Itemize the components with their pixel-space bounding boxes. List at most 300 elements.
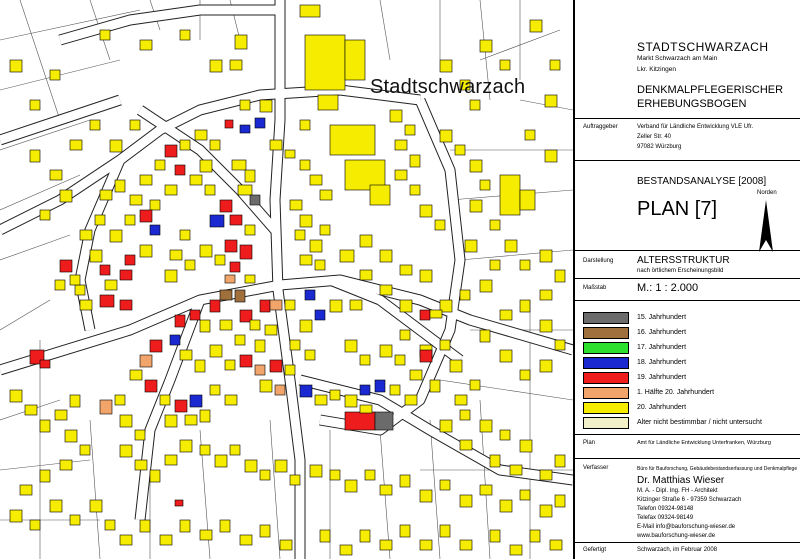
building	[525, 130, 535, 140]
building	[320, 530, 330, 542]
divider	[575, 458, 800, 459]
legend-label: 17. Jahrhundert	[637, 344, 687, 351]
building	[265, 325, 277, 335]
building	[390, 385, 400, 395]
building	[120, 445, 132, 457]
divider	[575, 542, 800, 543]
building	[330, 300, 342, 312]
north-label: Norden	[757, 190, 777, 196]
verfasser-line: www.bauforschung-wieser.de	[637, 533, 716, 539]
parcel-line	[270, 420, 280, 559]
building	[230, 215, 242, 225]
building	[200, 245, 212, 257]
north-arrow-icon	[758, 200, 774, 256]
building	[60, 460, 72, 470]
building	[455, 395, 467, 405]
building	[215, 455, 227, 467]
building	[40, 470, 50, 482]
building	[195, 360, 205, 372]
building	[345, 395, 357, 407]
building	[510, 545, 522, 555]
building	[300, 5, 320, 17]
building	[200, 530, 212, 540]
legend-label: 16. Jahrhundert	[637, 329, 687, 336]
building	[230, 262, 240, 272]
building	[180, 140, 190, 150]
building	[190, 310, 200, 320]
building	[10, 390, 22, 402]
building	[530, 20, 542, 32]
building	[300, 255, 312, 265]
building	[520, 190, 535, 210]
parcel-line	[0, 235, 70, 260]
building	[440, 525, 450, 537]
building	[380, 345, 392, 357]
building	[235, 290, 245, 302]
building	[260, 525, 270, 537]
building	[90, 120, 100, 130]
massstab-label: Maßstab	[583, 285, 607, 291]
building	[410, 185, 420, 195]
building	[120, 415, 132, 427]
building	[250, 195, 260, 205]
building	[350, 300, 362, 310]
building	[555, 455, 565, 467]
building	[395, 170, 407, 180]
building	[340, 545, 352, 555]
building	[470, 100, 480, 110]
building	[330, 390, 340, 400]
building	[120, 300, 132, 310]
building	[280, 540, 292, 550]
building	[90, 250, 102, 262]
building	[210, 300, 220, 312]
building	[300, 215, 312, 227]
building	[245, 170, 255, 182]
building	[320, 190, 332, 200]
gefertigt-value: Schwarzach, im Februar 2008	[637, 547, 718, 553]
building	[460, 540, 472, 550]
building	[175, 315, 185, 327]
legend-label: 1. Hälfte 20. Jahrhundert	[637, 389, 715, 396]
building	[240, 245, 252, 259]
gefertigt-label: Gefertigt	[583, 547, 607, 553]
building	[540, 470, 552, 480]
parcel-line	[90, 420, 100, 559]
building	[470, 200, 482, 212]
building	[470, 160, 482, 172]
building	[165, 145, 177, 157]
building	[55, 280, 65, 290]
building	[240, 355, 252, 367]
building	[555, 495, 565, 507]
divider	[575, 118, 800, 119]
building	[80, 445, 90, 455]
building	[540, 320, 552, 332]
building	[310, 240, 322, 252]
legend-swatch	[583, 387, 629, 399]
building	[150, 340, 162, 352]
building	[115, 180, 125, 192]
building	[310, 465, 322, 477]
building	[135, 430, 145, 440]
scale-value: M.: 1 : 2.000	[637, 282, 699, 294]
building	[540, 360, 552, 372]
building	[120, 535, 132, 545]
building	[100, 295, 114, 307]
building	[140, 175, 152, 185]
building	[215, 255, 225, 265]
building	[275, 460, 287, 472]
building	[225, 120, 233, 128]
building	[100, 190, 112, 200]
verfasser-line: E-Mail info@bauforschung-wieser.de	[637, 524, 736, 530]
building	[230, 445, 240, 455]
building	[545, 95, 557, 107]
building	[255, 365, 265, 375]
building	[465, 240, 477, 252]
darstellung-subtitle: nach örtlichem Erscheinungsbild	[637, 268, 724, 274]
building	[460, 440, 472, 450]
building	[520, 490, 530, 500]
building	[420, 350, 432, 362]
legend-swatch	[583, 312, 629, 324]
legend-swatch	[583, 402, 629, 414]
building	[285, 300, 295, 310]
building	[520, 370, 530, 380]
building	[345, 40, 365, 80]
building	[145, 380, 157, 392]
building	[400, 265, 412, 275]
building	[240, 125, 250, 133]
building	[210, 60, 222, 72]
building	[210, 215, 224, 227]
building	[270, 140, 282, 150]
building	[100, 400, 112, 414]
building	[305, 35, 345, 90]
building	[250, 320, 260, 330]
verfasser-line: Kitzinger Straße 6 - 97359 Schwarzach	[637, 497, 742, 503]
building	[175, 400, 187, 412]
building	[320, 225, 330, 235]
building	[140, 40, 152, 50]
building	[225, 240, 237, 252]
building	[375, 412, 393, 430]
building	[185, 415, 197, 425]
building	[500, 350, 512, 362]
building	[90, 500, 102, 512]
building	[460, 495, 472, 507]
building	[318, 95, 338, 110]
building	[260, 380, 272, 392]
building	[550, 60, 560, 70]
building	[180, 30, 190, 40]
building	[210, 140, 220, 150]
building	[210, 345, 222, 357]
panel-subtitle-2: Lkr. Kitzingen	[637, 66, 677, 73]
building	[300, 120, 310, 130]
building	[315, 395, 327, 405]
building	[175, 165, 185, 175]
building	[205, 185, 215, 195]
building	[520, 300, 530, 312]
divider	[575, 300, 800, 301]
building	[180, 230, 190, 240]
building	[520, 260, 530, 270]
building	[225, 395, 237, 405]
auftraggeber-line-2: Zeller Str. 40	[637, 134, 672, 140]
road	[0, 100, 120, 140]
building	[420, 490, 432, 502]
building	[180, 440, 192, 452]
building	[125, 215, 135, 225]
building	[80, 230, 92, 240]
building	[400, 525, 410, 537]
building	[125, 255, 135, 265]
building	[480, 420, 492, 432]
plan-source-label: Plan	[583, 440, 596, 446]
building	[530, 530, 540, 542]
divider	[575, 160, 800, 161]
building	[225, 360, 235, 370]
building	[110, 230, 122, 242]
building	[330, 125, 375, 155]
parcel-line	[380, 0, 390, 60]
building	[50, 170, 62, 180]
building	[455, 145, 465, 155]
building	[360, 235, 372, 247]
building	[290, 475, 300, 485]
building	[420, 270, 432, 282]
building	[545, 150, 557, 162]
building	[555, 340, 565, 350]
plan-source: Amt für Ländliche Entwicklung Unterfranken, Würzburg	[637, 440, 771, 446]
building	[480, 330, 490, 342]
building	[140, 245, 152, 257]
panel-title: STADTSCHWARZACH	[637, 40, 769, 54]
divider	[575, 250, 800, 251]
building	[245, 275, 255, 283]
building	[490, 455, 500, 467]
building	[165, 270, 177, 282]
building	[540, 250, 552, 262]
building	[420, 540, 432, 550]
building	[450, 360, 462, 372]
building	[240, 535, 252, 545]
building	[370, 185, 390, 205]
building	[155, 160, 165, 170]
building	[210, 385, 220, 395]
building	[180, 350, 192, 360]
building	[115, 395, 125, 405]
building	[365, 470, 375, 480]
building	[460, 410, 470, 420]
building	[520, 440, 532, 452]
building	[255, 340, 265, 352]
building	[165, 455, 177, 465]
building	[235, 35, 247, 49]
building	[270, 360, 282, 372]
building	[345, 340, 357, 352]
legend-label: Alter nicht bestimmbar / nicht untersucht	[637, 419, 762, 426]
building	[230, 60, 242, 70]
building	[305, 350, 315, 360]
building	[30, 100, 40, 110]
building	[440, 480, 450, 490]
building	[130, 195, 142, 205]
building	[410, 370, 422, 380]
building	[340, 250, 354, 262]
building	[190, 395, 202, 407]
legend-swatch	[583, 327, 629, 339]
building	[490, 260, 500, 270]
building	[185, 260, 195, 270]
building	[380, 285, 392, 295]
title-block-panel	[573, 0, 800, 559]
building	[540, 505, 552, 517]
building	[300, 385, 312, 397]
legend-swatch	[583, 357, 629, 369]
building	[500, 500, 512, 512]
building	[460, 290, 470, 300]
legend-label: 20. Jahrhundert	[637, 404, 687, 411]
building	[170, 335, 180, 345]
verfasser-line: Telefax 09324-98149	[637, 515, 694, 521]
building	[380, 485, 392, 495]
building	[260, 100, 272, 112]
panel-subtitle-1: Markt Schwarzach am Main	[637, 55, 718, 62]
building	[100, 30, 110, 40]
building	[285, 150, 295, 158]
verfasser-line: M. A. - Dipl. Ing. FH - Architekt	[637, 488, 718, 494]
legend-swatch	[583, 342, 629, 354]
building	[400, 475, 410, 487]
building	[345, 480, 357, 492]
building	[405, 395, 417, 405]
building	[360, 405, 372, 413]
building	[410, 155, 420, 167]
building	[60, 190, 72, 202]
parcel-line	[0, 460, 90, 470]
building	[245, 225, 255, 235]
building	[470, 380, 480, 390]
building	[65, 430, 77, 442]
building	[220, 290, 232, 300]
building	[100, 265, 110, 275]
legend-label: 15. Jahrhundert	[637, 314, 687, 321]
building	[220, 320, 232, 330]
building	[395, 140, 407, 150]
verfasser-label: Verfasser	[583, 465, 609, 471]
building	[270, 300, 282, 310]
building	[360, 385, 370, 395]
building	[130, 370, 142, 380]
darstellung-title: ALTERSSTRUKTUR	[637, 255, 730, 266]
building	[75, 285, 85, 295]
building	[30, 520, 40, 530]
building	[135, 460, 147, 470]
parcel-line	[0, 300, 50, 330]
building	[190, 175, 202, 185]
building	[330, 470, 340, 480]
building	[360, 530, 370, 542]
building	[510, 465, 522, 475]
auftraggeber-line-1: Verband für Ländliche Entwicklung VLE Ufr.	[637, 124, 754, 130]
building	[500, 175, 520, 215]
building	[165, 415, 177, 427]
building	[390, 110, 402, 122]
building	[140, 210, 152, 222]
building	[160, 535, 172, 545]
building	[130, 120, 140, 130]
building	[10, 60, 22, 72]
building	[290, 340, 300, 350]
building	[150, 470, 160, 482]
divider	[575, 278, 800, 279]
building	[400, 330, 410, 340]
analysis-title: BESTANDSANALYSE [2008]	[637, 176, 767, 187]
building	[70, 140, 82, 150]
building	[500, 430, 510, 440]
building	[360, 270, 372, 280]
building	[480, 40, 492, 52]
building	[235, 335, 245, 345]
building	[310, 175, 322, 185]
building	[60, 260, 72, 272]
building	[275, 385, 285, 395]
building	[150, 225, 160, 235]
building	[70, 515, 80, 525]
auftraggeber-line-3: 97082 Würzburg	[637, 144, 682, 150]
building	[420, 205, 432, 217]
building	[220, 200, 232, 212]
legend-swatch	[583, 417, 629, 429]
building	[40, 210, 50, 220]
building	[345, 412, 375, 430]
building	[375, 380, 385, 392]
building	[440, 130, 452, 142]
building	[105, 520, 115, 530]
building	[500, 60, 510, 70]
building	[260, 300, 270, 312]
building	[160, 395, 170, 405]
building	[440, 60, 452, 72]
legend-label: 19. Jahrhundert	[637, 374, 687, 381]
building	[550, 540, 562, 550]
building	[500, 310, 512, 320]
building	[238, 185, 252, 195]
building	[255, 118, 265, 128]
building	[105, 280, 117, 290]
building	[295, 230, 305, 240]
building	[120, 270, 132, 280]
building	[380, 540, 392, 550]
building	[440, 420, 452, 432]
building	[360, 355, 370, 365]
building	[555, 270, 565, 282]
building	[70, 275, 80, 285]
building	[70, 395, 80, 407]
building	[405, 125, 415, 135]
building	[480, 180, 490, 190]
building	[170, 250, 182, 260]
building	[430, 310, 442, 318]
verfasser-line: Telefon 09324-98148	[637, 506, 694, 512]
building	[200, 445, 210, 455]
building	[200, 160, 212, 172]
building	[290, 200, 302, 210]
building	[195, 130, 207, 140]
